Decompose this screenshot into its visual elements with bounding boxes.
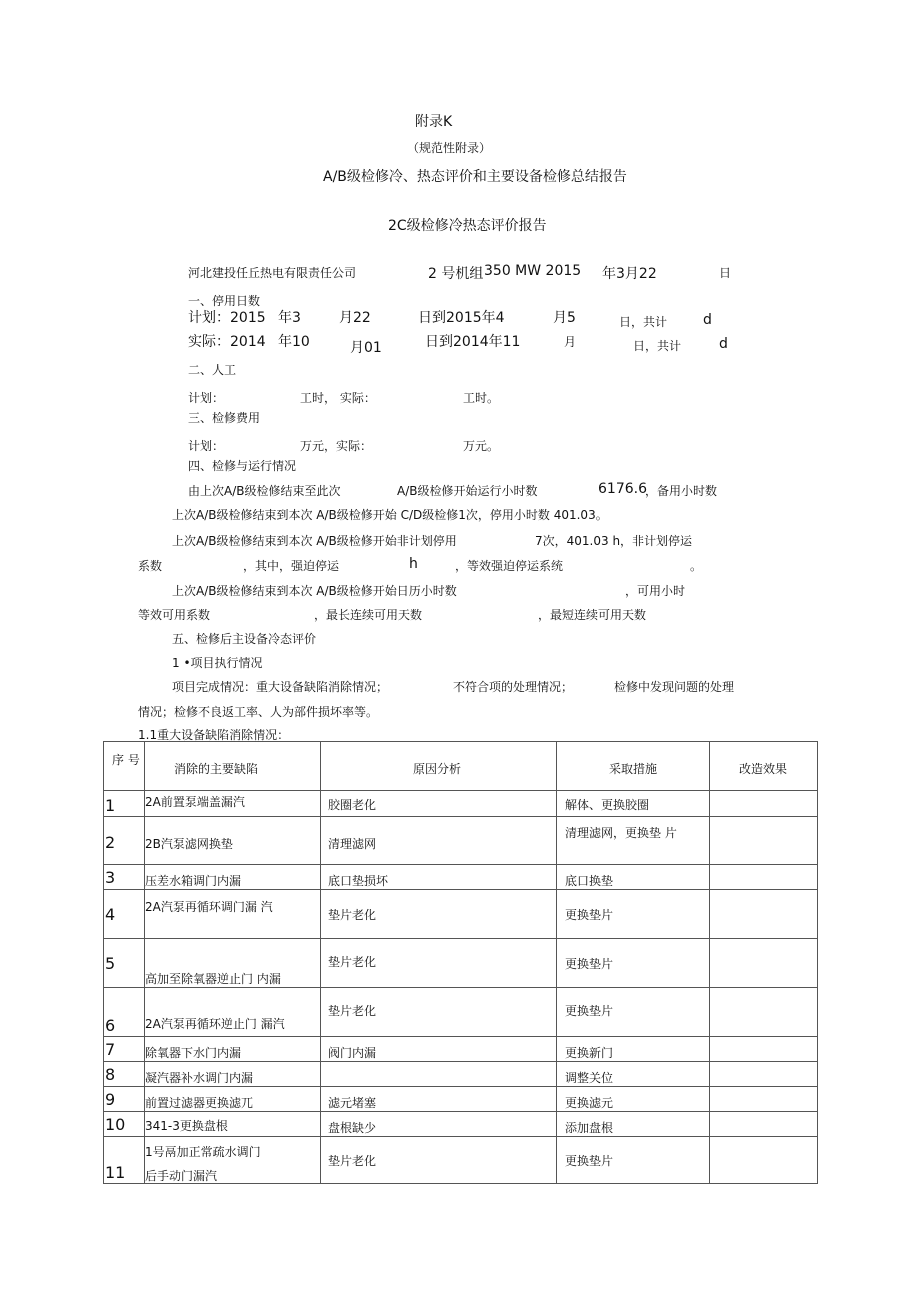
table-row (104, 1062, 818, 1087)
row-defect: 凝汽器补水调门内漏 (145, 1071, 254, 1085)
coefficient-label: 系数 (138, 559, 163, 573)
actual-day: 月01 (350, 340, 382, 356)
row-cause: 胶圈老化 (328, 798, 377, 812)
row-cause: 垫片老化 (328, 1004, 377, 1018)
run-hours-label-2: A/B级检修开始运行小时数 (397, 484, 538, 498)
row-no: 8 (105, 1065, 116, 1084)
row-defect: 2B汽泵滤网换垫 (145, 837, 233, 851)
row-action: 解体、更换胶圈 (565, 798, 650, 812)
unplanned-stop-line: 上次A/B级检修结束到本次 A/B级检修开始非计划停用 (172, 534, 457, 548)
plan-month: 年3 (278, 310, 301, 326)
row-defect-line-2: 后手动门漏汽 (145, 1169, 218, 1183)
calendar-hours-line: 上次A/B级检修结束到本次 A/B级检修开始日历小时数 (172, 584, 457, 598)
header-no: 序 号 (104, 742, 145, 791)
equiv-available-label: 等效可用系数 (138, 608, 211, 622)
actual-month: 年10 (278, 334, 310, 350)
actual-total-label: 日，共计 (633, 339, 682, 353)
header-defect: 消除的主要缺陷 (145, 742, 321, 791)
section-2-heading: 二、人工 (188, 363, 237, 377)
table-row (104, 1087, 818, 1112)
plan-total-label: 日，共计 (619, 315, 668, 329)
table-row (104, 817, 818, 865)
row-action: 更换垫片 (565, 1004, 614, 1018)
actual-end-month: 月 (564, 335, 577, 349)
row-action: 更换垫片 (565, 957, 614, 971)
row-action: 更换新门 (565, 1046, 614, 1060)
plan-unit: d (703, 312, 712, 328)
header-cause: 原因分析 (321, 742, 557, 791)
forced-stop-unit: h (409, 556, 418, 572)
row-no: 2 (105, 833, 116, 852)
row-defect: 除氧器下水门内漏 (145, 1046, 242, 1060)
plan-end: 日到2015年4 (418, 310, 505, 326)
row-cause: 垫片老化 (328, 908, 377, 922)
row-action: 清理滤网，更换垫 片 (565, 826, 677, 840)
row-action: 调整关位 (565, 1071, 614, 1085)
row-no: 3 (105, 868, 116, 887)
equiv-forced-end: 。 (690, 559, 703, 573)
row-action: 底口换垫 (565, 874, 614, 888)
row-defect: 前置过滤器更换滤兀 (145, 1096, 254, 1110)
table-row (104, 1137, 818, 1184)
row-cause: 盘根缺少 (328, 1121, 377, 1135)
table-row (104, 890, 818, 939)
labor-plan: 计划： (188, 391, 225, 405)
rework-line: 情况；检修不良返工率、人为部件损坏率等。 (138, 705, 379, 719)
table-row (104, 939, 818, 988)
run-hours-value: 6176.6 (598, 481, 647, 497)
plan-day: 月22 (339, 310, 371, 326)
row-no: 6 (105, 1016, 116, 1035)
table-row (104, 1037, 818, 1062)
header-effect: 改造效果 (710, 742, 818, 791)
row-no: 10 (105, 1115, 126, 1134)
run-hours-label: 由上次A/B级检修结束至此次 (188, 484, 341, 498)
row-cause: 阀门内漏 (328, 1046, 377, 1060)
row-no: 4 (105, 905, 116, 924)
date-label: 年3月22 (602, 266, 657, 282)
row-defect: 2A汽泵再循环调门漏 汽 (145, 900, 273, 914)
actual-start: 实际：2014 (188, 334, 266, 350)
table-row (104, 791, 818, 817)
issues-label: 检修中发现问题的处理 (614, 680, 735, 694)
row-no: 7 (105, 1040, 116, 1059)
row-action: 更换垫片 (565, 908, 614, 922)
table-header-row (104, 742, 818, 791)
row-defect: 压差水箱调门内漏 (145, 874, 242, 888)
appendix-title: 附录K (415, 114, 453, 130)
section-3-heading: 三、检修费用 (188, 411, 261, 425)
subsection-1-1: 1.1重大设备缺陷消除情况： (138, 728, 290, 742)
stop-hours-line: 上次A/B级检修结束到本次 A/B级检修开始 C/D级检修1次，停用小时数 401.03。 (172, 508, 608, 522)
cost-plan: 计划： (188, 439, 225, 453)
unit-label: 2 号机组 (428, 266, 484, 282)
nonconformity-label: 不符合项的处理情况； (453, 680, 574, 694)
forced-stop-label: ，其中，强迫停运 (243, 559, 340, 573)
header-action: 采取措施 (557, 742, 710, 791)
section-4-heading: 四、检修与运行情况 (188, 459, 297, 473)
day-label: 日 (719, 266, 732, 280)
actual-unit: d (719, 336, 728, 352)
table-row (104, 865, 818, 890)
longest-days-label: ，最长连续可用天数 (314, 608, 423, 622)
row-defect: 341-3更换盘根 (145, 1119, 228, 1133)
labor-end: 工时。 (463, 391, 500, 405)
table-row (104, 988, 818, 1037)
row-cause: 垫片老化 (328, 955, 377, 969)
row-cause: 滤元堵塞 (328, 1096, 377, 1110)
row-no: 1 (105, 796, 116, 815)
row-no: 5 (105, 954, 116, 973)
unplanned-stop-value: 7次，401.03 h，非计划停运 (535, 534, 693, 548)
row-defect: 高加至除氧器逆止门 内漏 (145, 972, 281, 986)
cost-end: 万元。 (463, 439, 500, 453)
section-1-heading: 一、停用日数 (188, 294, 261, 308)
shortest-days-label: ，最短连续可用天数 (538, 608, 647, 622)
equiv-forced-label: ，等效强迫停运系统 (455, 559, 564, 573)
row-action: 更换滤元 (565, 1096, 614, 1110)
table-row (104, 1112, 818, 1137)
row-defect: 1号鬲加正常疏水调门 (145, 1145, 261, 1159)
available-hours-label: ，可用小时 (625, 584, 686, 598)
report-sub-title: 2C级检修冷热态评价报告 (388, 218, 547, 234)
normative-label: （规范性附录） (407, 141, 492, 155)
row-cause: 底口垫损坏 (328, 874, 389, 888)
plan-end-month: 月5 (553, 310, 576, 326)
row-defect: 2A前置泵端盖漏汽 (145, 795, 245, 809)
defects-table (103, 741, 818, 1184)
standby-hours-label: ，备用小时数 (645, 484, 718, 498)
row-cause: 垫片老化 (328, 1154, 377, 1168)
row-no: 9 (105, 1090, 116, 1109)
section-5-heading: 五、检修后主设备冷态评价 (172, 632, 317, 646)
row-action: 更换垫片 (565, 1154, 614, 1168)
completion-label: 项目完成情况：重大设备缺陷消除情况； (172, 680, 389, 694)
labor-actual: 工时， 实际： (300, 391, 376, 405)
row-no: 11 (105, 1163, 126, 1182)
actual-end: 日到2014年11 (425, 334, 521, 350)
cost-actual: 万元，实际： (300, 439, 373, 453)
company-name: 河北建投任丘热电有限责任公司 (188, 266, 357, 280)
row-action: 添加盘根 (565, 1121, 614, 1135)
item-1-heading: 1 •项目执行情况 (172, 656, 263, 670)
capacity-label: 350 MW 2015 (484, 263, 582, 279)
row-cause: 清理滤网 (328, 837, 377, 851)
report-main-title: A/B级检修冷、热态评价和主要设备检修总结报告 (323, 169, 627, 185)
row-defect: 2A汽泵再循环逆止门 漏汽 (145, 1017, 285, 1031)
plan-start: 计划：2015 (188, 310, 266, 326)
